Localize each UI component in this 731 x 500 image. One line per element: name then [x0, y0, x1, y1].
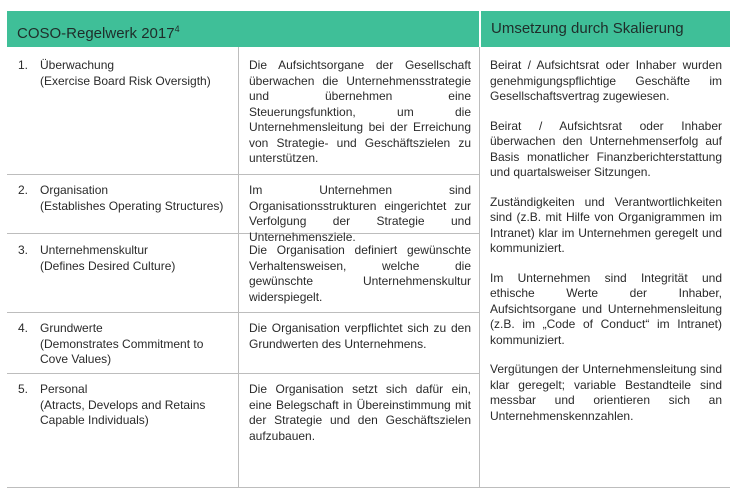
row-divider — [7, 174, 479, 175]
principle-english: (Establishes Operating Structures) — [40, 198, 224, 213]
row-number: 2. — [18, 183, 29, 197]
principle-cell — [40, 183, 232, 214]
principle-cell — [40, 321, 232, 368]
row-divider — [7, 312, 479, 313]
description-cell: Die Organisation definiert gewünschte Verhaltensweisen, welche die gewünschte Unternehmenskultur widerspiegelt. — [249, 243, 471, 304]
description-cell: Die Aufsichtsorgane der Gesellschaft überwachen die Unternehmensstrategie und übernehmen eine Steuerungsfunktion, um die Unternehmensleitung bei der Erreichung von Strategie- und Geschäftszielen zu unterstützen. — [249, 58, 471, 165]
header-coso — [7, 11, 479, 47]
header-coso-title: COSO-Regelwerk 2017 — [17, 25, 175, 42]
principle-english: (Atracts, Develops and Retains Capable Individuals) — [40, 397, 206, 427]
row-number: 3. — [18, 243, 29, 257]
principle-cell — [40, 382, 232, 429]
principle-cell — [40, 58, 232, 89]
description-cell: Im Unternehmen sind Organisationsstrukturen eingerichtet zur Verfolgung der Strategie und Unternehmensziele. — [249, 183, 471, 244]
footnote-marker: 4 — [174, 24, 180, 34]
row-number: 4. — [18, 321, 29, 335]
principle-title: Personal — [40, 382, 88, 396]
scaling-paragraph: Im Unternehmen sind Integrität und ethische Werte der Inhaber, Aufsichtsorgane und Unternehmensleitung (z.B. im „Code of Conduct“ im Intranet) kommuniziert. — [490, 270, 722, 347]
principle-english: (Demonstrates Commitment to Cove Values) — [40, 336, 204, 366]
principle-title: Überwachung — [40, 58, 115, 72]
principle-english: (Defines Desired Culture) — [40, 258, 176, 273]
row-number: 1. — [18, 58, 29, 72]
principle-title: Organisation — [40, 183, 109, 197]
scaling-paragraph: Vergütungen der Unternehmensleitung sind klar geregelt; variable Bestandteile sind messbar und orientieren sich an Unternehmenskennzahlen. — [490, 362, 722, 423]
coso-table — [7, 11, 730, 488]
table-bottom — [7, 487, 730, 488]
scaling-paragraph: Beirat / Aufsichtsrat oder Inhaber überwachen den Unternehmenserfolg auf Basis monatlicher Finanzberichterstattung und quartalsweiser Sitzungen. — [490, 118, 722, 179]
scaling-paragraph: Beirat / Aufsichtsrat oder Inhaber wurden genehmigungspflichtige Geschäfte im Gesellschaftsvertrag zugewiesen. — [490, 58, 722, 103]
row-number: 5. — [18, 382, 29, 396]
scaling-paragraph: Zuständigkeiten und Verantwortlichkeiten sind (z.B. mit Hilfe von Organigrammen im Intranet) klar im Unternehmen geregelt und kommuniziert. — [490, 194, 722, 255]
principle-cell — [40, 243, 232, 274]
header-scaling-title: Umsetzung durch Skalierung — [491, 20, 684, 37]
column-divider — [479, 47, 480, 488]
scaling-column — [490, 58, 722, 438]
principle-title: Grundwerte — [40, 321, 103, 335]
principle-title: Unternehmenskultur — [40, 243, 149, 257]
column-divider — [238, 47, 239, 488]
description-cell: Die Organisation verpflichtet sich zu den Grundwerten des Unternehmens. — [249, 321, 471, 351]
row-divider — [7, 373, 479, 374]
principle-english: (Exercise Board Risk Oversigth) — [40, 73, 211, 88]
description-cell: Die Organisation setzt sich dafür ein, eine Belegschaft in Übereinstimmung mit der Strategie und den Geschäftszielen aufzubauen. — [249, 382, 471, 443]
header-scaling — [481, 11, 730, 47]
